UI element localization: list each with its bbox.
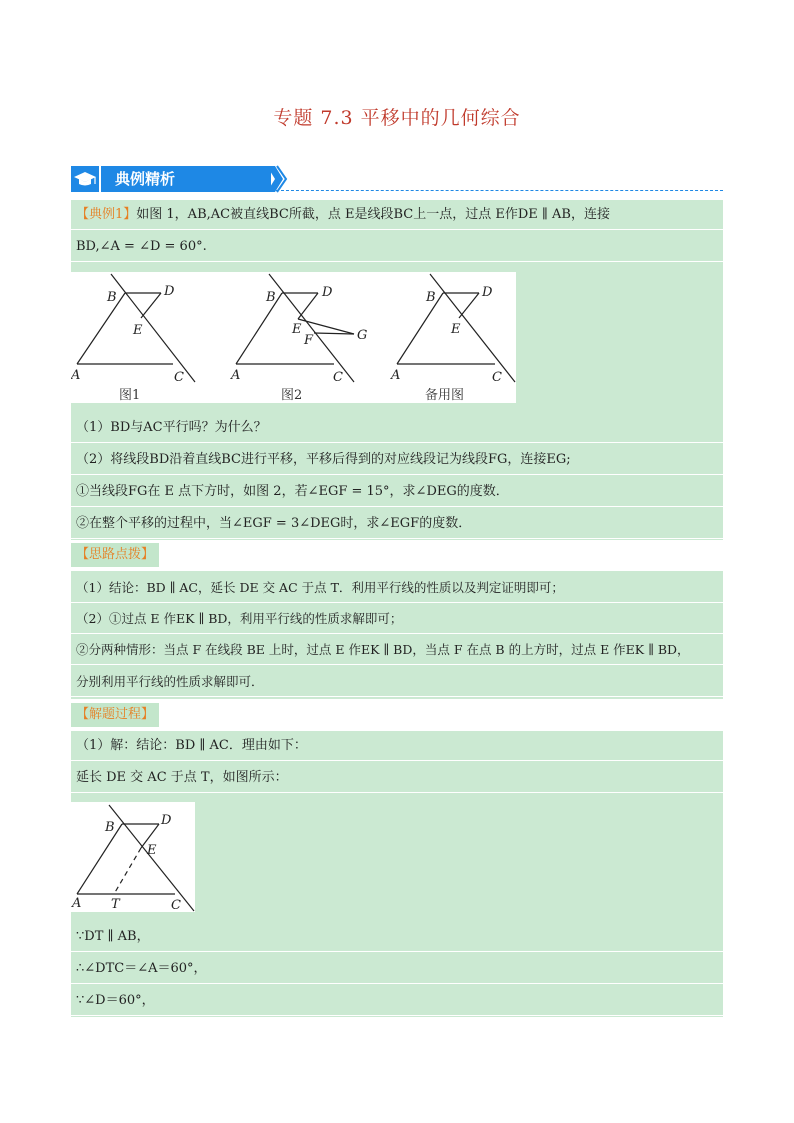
hint-line-2: （2）①过点 E 作EK ∥ BD，利用平行线的性质求解即可； xyxy=(71,604,723,634)
label-b: B xyxy=(266,290,276,305)
label-e: E xyxy=(451,322,461,337)
label-b: B xyxy=(426,290,436,305)
label-c: C xyxy=(492,370,502,385)
label-d: D xyxy=(164,284,175,299)
question-2: （2）将线段BD沿着直线BC进行平移，平移后得到的对应线段记为线段FG，连接EG; xyxy=(71,445,723,475)
document-title: 专题 7.3 平移中的几何综合 xyxy=(273,107,521,129)
section-header xyxy=(71,165,723,193)
graduation-cap-icon xyxy=(71,166,99,192)
label-a: A xyxy=(231,368,241,383)
hint-line-1: （1）结论：BD ∥ AC，延长 DE 交 AC 于点 T．利用平行线的性质以及判定证明即可； xyxy=(71,573,723,603)
solution-line-5: ∵∠D＝60°， xyxy=(71,986,723,1016)
label-d: D xyxy=(161,813,172,828)
question-2a: ①当线段FG在 E 点下方时，如图 2，若∠EGF = 15°，求∠DEG的度数． xyxy=(71,477,723,507)
label-d: D xyxy=(322,285,333,300)
label-e: E xyxy=(147,843,157,858)
label-a: A xyxy=(71,368,81,383)
example-tag: 【典例1】 xyxy=(76,207,137,222)
section-divider xyxy=(276,190,723,191)
question-1: （1）BD与AC平行吗？为什么？ xyxy=(71,413,723,443)
label-c: C xyxy=(333,370,343,385)
figure-spare xyxy=(390,274,515,403)
section-label: 典例精析 xyxy=(101,166,271,192)
solution-tag: 【解题过程】 xyxy=(71,703,159,727)
example-text-1: 如图 1，AB,AC被直线BC所截，点 E是线段BC上一点，过点 E作DE ∥ AB，连接 xyxy=(136,207,610,222)
hint-tag: 【思路点拨】 xyxy=(71,543,159,567)
figure-caption-1: 图1 xyxy=(119,388,141,403)
figure-1 xyxy=(71,274,195,403)
hint-line-4: 分别利用平行线的性质求解即可． xyxy=(71,667,723,697)
label-b: B xyxy=(107,290,117,305)
label-d: D xyxy=(482,285,493,300)
solution-line-4: ∴∠DTC＝∠A＝60°， xyxy=(71,954,723,984)
solution-figure xyxy=(71,802,195,912)
label-g: G xyxy=(357,328,368,343)
label-b: B xyxy=(105,820,115,835)
label-t: T xyxy=(111,897,120,912)
figures-panel xyxy=(71,272,516,403)
figure-caption-3: 备用图 xyxy=(425,388,465,403)
label-c: C xyxy=(171,898,181,912)
figure-2 xyxy=(230,274,367,403)
solution-line-2: 延长 DE 交 AC 于点 T，如图所示： xyxy=(71,763,723,793)
label-a: A xyxy=(391,368,401,383)
hint-line-3: ②分两种情形：当点 F 在线段 BE 上时，过点 E 作EK ∥ BD，当点 F 在点 B 的上方时，过点 E 作EK ∥ BD， xyxy=(71,635,723,665)
label-e: E xyxy=(133,323,143,338)
chevron-right-icon xyxy=(267,165,289,193)
solution-line-1: （1）解：结论：BD ∥ AC．理由如下： xyxy=(71,731,723,761)
label-f: F xyxy=(304,333,314,348)
figure-caption-2: 图2 xyxy=(281,388,303,403)
solution-line-3: ∵DT ∥ AB， xyxy=(71,922,723,952)
label-a: A xyxy=(72,896,82,911)
question-2b: ②在整个平移的过程中，当∠EGF = 3∠DEG时，求∠EGF的度数． xyxy=(71,509,723,539)
example-line-1 xyxy=(71,200,723,230)
label-c: C xyxy=(174,370,184,385)
label-e: E xyxy=(292,322,302,337)
example-line-2: BD,∠A = ∠D = 60°. xyxy=(71,232,723,262)
